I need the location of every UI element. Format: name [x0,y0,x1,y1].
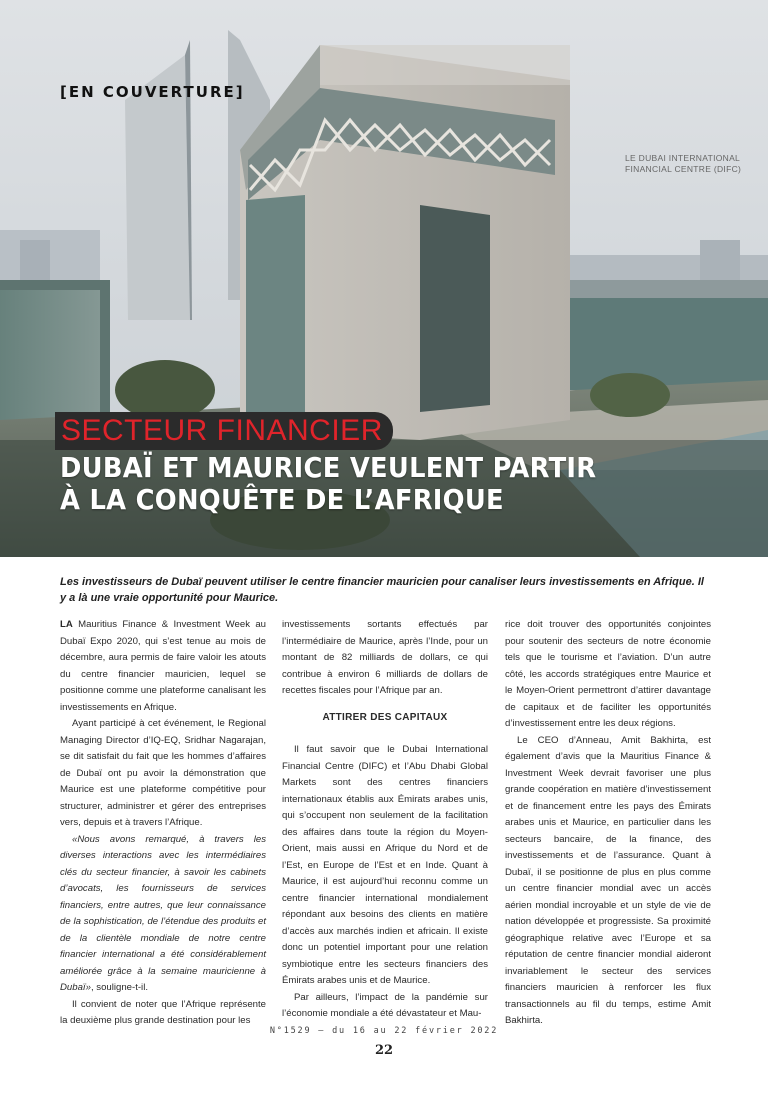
issue-line: N°1529 – du 16 au 22 février 2022 [269,1026,499,1036]
dropcap: LA [60,619,73,630]
paragraph-text: , souligne-t-il. [90,982,148,993]
article-column-3 [505,617,711,1030]
paragraph [60,617,266,716]
headline-line-1: DUBAÏ ET MAURICE VEULENT PARTIR [60,451,597,484]
paragraph-text: Mauritius Finance & Investment Week au Dubaï Expo 2020, qui s’est tenue au mois de décembre, aura permis de faire valoir les atouts du centre financier mauricien, lequel se positionne comme une plateforme canalisant les investissements en Afrique. [60,619,266,713]
paragraph: Ayant participé à cet événement, le Regional Managing Director d’IQ-EQ, Sridhar Nagarajan, se dit satisfait du fait que les hommes d’affaires de Dubaï ont pu avoir la démonstration que Maurice est une plateforme compétitive pour structurer, administrer et gérer des entreprises vers, depuis et à travers l’Afrique. [60,718,266,828]
section-tag: [EN COUVERTURE] [60,83,245,101]
paragraph: investissements sortants effectués par l’intermédiaire de Maurice, après l’Inde, pour un montant de 82 milliards de dollars, ce qui contribue à environ 6 milliards de dollars de recettes fiscales pour l’Afrique par an. [282,619,488,696]
paragraph: rice doit trouver des opportunités conjointes pour soutenir des secteurs de notre économie tels que le tourisme et l’aviation. D’un autre côté, les accords stratégiques entre Maurice et le Moyen-Orient permettront d’attirer davantage de capitaux et de faciliter les opportunités d’investissement entre les deux régions. [505,619,711,729]
headline [60,452,596,516]
article-column-2 [282,617,488,1023]
headline-line-2: À LA CONQUÊTE DE L’AFRIQUE [60,483,504,516]
quote-text: «Nous avons remarqué, à travers les diverses interactions avec les intermédiaires clés du secteur financier, à savoir les cabinets d’avocats, les fournisseurs de services financiers, entre autres, que leur connaissance de la sophistication, de l’étendue des produits et de la clientèle mondiale de notre centre financier international a été considérablement améliorée grâce à la semaine mauricienne à Dubaï» [60,833,266,993]
paragraph: Il faut savoir que le Dubai International Financial Centre (DIFC) et l’Abu Dhabi Global Markets sont des centres financiers internationaux établis aux Émirats arabes unis, qui s’occupent non seulement de la facilitation des affaires dans toute la région du Moyen-Orient, mais aussi en Afrique du Nord et de l’Est, en Europe de l’Est et en Inde. Quant à Maurice, il est aujourd’hui reconnu comme un centre financier international mondialement répondant aux besoins des clients en matière d’accès aux marchés indien et africain. Il existe donc un potentiel important pour une relation symbiotique entre les secteurs financiers des Émirats arabes unis et de Maurice. [282,744,488,986]
paragraph [60,832,266,997]
subheading: ATTIRER DES CAPITAUX [322,711,448,723]
lead-paragraph: Les investisseurs de Dubaï peuvent utiliser le centre financier mauricien pour canaliser leurs investissements en Afrique. Il y a là une vraie opportunité pour Maurice. [60,576,704,604]
paragraph: Le CEO d’Anneau, Amit Bakhirta, est également d’avis que la Mauritius Finance & Investment Week devrait favoriser une plus grande coopération en matière d’investissement et de financement entre les pays des Émirats arabes unis et Maurice, en particulier dans les secteurs bancaire, de la finance, des investissements et de l’assurance. Quant à Dubaï, il se positionne de plus en plus comme un centre financier mondial avec un accès aérien mondial incroyable et un style de vie de nation développée et progressiste. Sa proximité géographique relative avec l’Europe et sa réputation de centre financier mondial aideront invariablement le secteur des services financiers mauricien à renforcer les flux transactionnels au fil du temps, estime Amit Bakhirta. [505,734,711,1026]
paragraph: Par ailleurs, l’impact de la pandémie sur l’économie mondiale a été dévastateur et Mau- [282,991,488,1019]
kicker-banner [55,412,393,450]
paragraph: Il convient de noter que l’Afrique représente la deuxième plus grande destination pour les [60,998,266,1026]
photo-caption: LE DUBAI INTERNATIONAL FINANCIAL CENTRE (DIFC) [625,153,742,174]
article-column-1 [60,617,266,1030]
kicker-text: SECTEUR FINANCIER [61,414,383,447]
page-number: 22 [374,1043,394,1058]
